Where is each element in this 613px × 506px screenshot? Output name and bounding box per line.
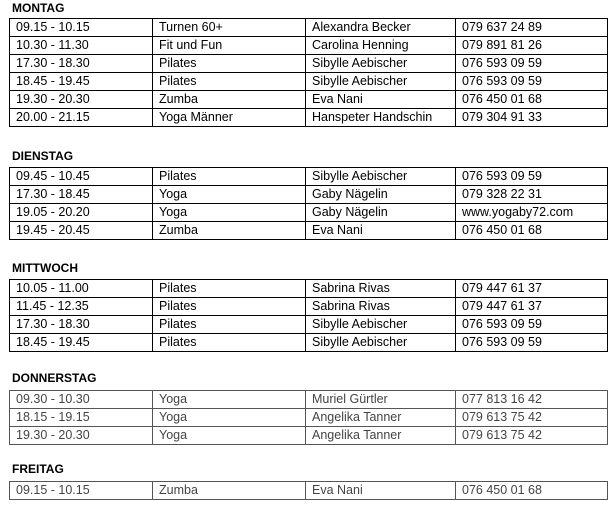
- contact-cell: 076 450 01 68: [456, 222, 608, 240]
- table-row: [10, 280, 608, 298]
- table-row: [10, 334, 608, 352]
- instructor-cell: Sibylle Aebischer: [306, 334, 456, 352]
- course-cell: Turnen 60+: [153, 19, 306, 37]
- time-cell: 11.45 - 12.35: [10, 298, 153, 316]
- contact-cell: 077 813 16 42: [456, 391, 608, 409]
- table-row: [10, 168, 608, 186]
- table-row: [10, 391, 608, 409]
- course-cell: Pilates: [153, 298, 306, 316]
- instructor-cell: Gaby Nägelin: [306, 204, 456, 222]
- course-cell: Zumba: [153, 91, 306, 109]
- table-row: [10, 186, 608, 204]
- contact-cell: 076 593 09 59: [456, 168, 608, 186]
- contact-cell: 076 450 01 68: [456, 91, 608, 109]
- table-row: [10, 109, 608, 127]
- table-row: [10, 37, 608, 55]
- time-cell: 18.45 - 19.45: [10, 334, 153, 352]
- table-row: [10, 204, 608, 222]
- instructor-cell: Angelika Tanner: [306, 427, 456, 445]
- instructor-cell: Sibylle Aebischer: [306, 73, 456, 91]
- course-cell: Pilates: [153, 55, 306, 73]
- table-row: [10, 19, 608, 37]
- time-cell: 17.30 - 18.45: [10, 186, 153, 204]
- table-row: [10, 409, 608, 427]
- day-heading-montag: MONTAG: [12, 1, 65, 15]
- contact-cell: www.yogaby72.com: [456, 204, 608, 222]
- contact-cell: 076 450 01 68: [456, 482, 608, 500]
- schedule-table-mittwoch: [9, 279, 608, 352]
- time-cell: 18.15 - 19.15: [10, 409, 153, 427]
- course-cell: Zumba: [153, 482, 306, 500]
- schedule-table-donnerstag: [9, 390, 608, 445]
- schedule-table-freitag: [9, 481, 608, 500]
- contact-cell: 079 447 61 37: [456, 280, 608, 298]
- time-cell: 17.30 - 18.30: [10, 316, 153, 334]
- table-row: [10, 222, 608, 240]
- time-cell: 19.30 - 20.30: [10, 427, 153, 445]
- table-row: [10, 73, 608, 91]
- time-cell: 09.15 - 10.15: [10, 482, 153, 500]
- instructor-cell: Eva Nani: [306, 91, 456, 109]
- instructor-cell: Hanspeter Handschin: [306, 109, 456, 127]
- instructor-cell: Sibylle Aebischer: [306, 316, 456, 334]
- instructor-cell: Angelika Tanner: [306, 409, 456, 427]
- instructor-cell: Alexandra Becker: [306, 19, 456, 37]
- table-row: [10, 427, 608, 445]
- course-cell: Pilates: [153, 280, 306, 298]
- course-cell: Yoga: [153, 186, 306, 204]
- course-cell: Yoga: [153, 204, 306, 222]
- day-heading-freitag: FREITAG: [12, 462, 64, 476]
- contact-cell: 079 891 81 26: [456, 37, 608, 55]
- contact-cell: 079 304 91 33: [456, 109, 608, 127]
- time-cell: 19.05 - 20.20: [10, 204, 153, 222]
- contact-cell: 076 593 09 59: [456, 316, 608, 334]
- course-cell: Pilates: [153, 73, 306, 91]
- instructor-cell: Carolina Henning: [306, 37, 456, 55]
- contact-cell: 079 613 75 42: [456, 427, 608, 445]
- instructor-cell: Eva Nani: [306, 222, 456, 240]
- time-cell: 09.30 - 10.30: [10, 391, 153, 409]
- day-heading-donnerstag: DONNERSTAG: [12, 371, 97, 385]
- contact-cell: 076 593 09 59: [456, 73, 608, 91]
- table-row: [10, 482, 608, 500]
- course-cell: Zumba: [153, 222, 306, 240]
- instructor-cell: Sabrina Rivas: [306, 280, 456, 298]
- course-cell: Pilates: [153, 334, 306, 352]
- time-cell: 19.45 - 20.45: [10, 222, 153, 240]
- course-cell: Pilates: [153, 168, 306, 186]
- course-cell: Yoga: [153, 427, 306, 445]
- time-cell: 09.45 - 10.45: [10, 168, 153, 186]
- time-cell: 18.45 - 19.45: [10, 73, 153, 91]
- contact-cell: 076 593 09 59: [456, 334, 608, 352]
- course-cell: Pilates: [153, 316, 306, 334]
- instructor-cell: Sibylle Aebischer: [306, 55, 456, 73]
- contact-cell: 079 447 61 37: [456, 298, 608, 316]
- schedule-table-montag: [9, 18, 608, 127]
- day-heading-mittwoch: MITTWOCH: [12, 261, 78, 275]
- time-cell: 19.30 - 20.30: [10, 91, 153, 109]
- day-heading-dienstag: DIENSTAG: [12, 149, 74, 163]
- contact-cell: 079 637 24 89: [456, 19, 608, 37]
- instructor-cell: Sabrina Rivas: [306, 298, 456, 316]
- instructor-cell: Sibylle Aebischer: [306, 168, 456, 186]
- course-cell: Yoga: [153, 409, 306, 427]
- table-row: [10, 91, 608, 109]
- time-cell: 10.05 - 11.00: [10, 280, 153, 298]
- table-row: [10, 298, 608, 316]
- time-cell: 17.30 - 18.30: [10, 55, 153, 73]
- time-cell: 10.30 - 11.30: [10, 37, 153, 55]
- course-cell: Fit und Fun: [153, 37, 306, 55]
- contact-cell: 079 613 75 42: [456, 409, 608, 427]
- instructor-cell: Muriel Gürtler: [306, 391, 456, 409]
- table-row: [10, 55, 608, 73]
- course-cell: Yoga Männer: [153, 109, 306, 127]
- contact-cell: 079 328 22 31: [456, 186, 608, 204]
- course-cell: Yoga: [153, 391, 306, 409]
- contact-cell: 076 593 09 59: [456, 55, 608, 73]
- time-cell: 20.00 - 21.15: [10, 109, 153, 127]
- schedule-table-dienstag: [9, 167, 608, 240]
- table-row: [10, 316, 608, 334]
- instructor-cell: Eva Nani: [306, 482, 456, 500]
- time-cell: 09.15 - 10.15: [10, 19, 153, 37]
- instructor-cell: Gaby Nägelin: [306, 186, 456, 204]
